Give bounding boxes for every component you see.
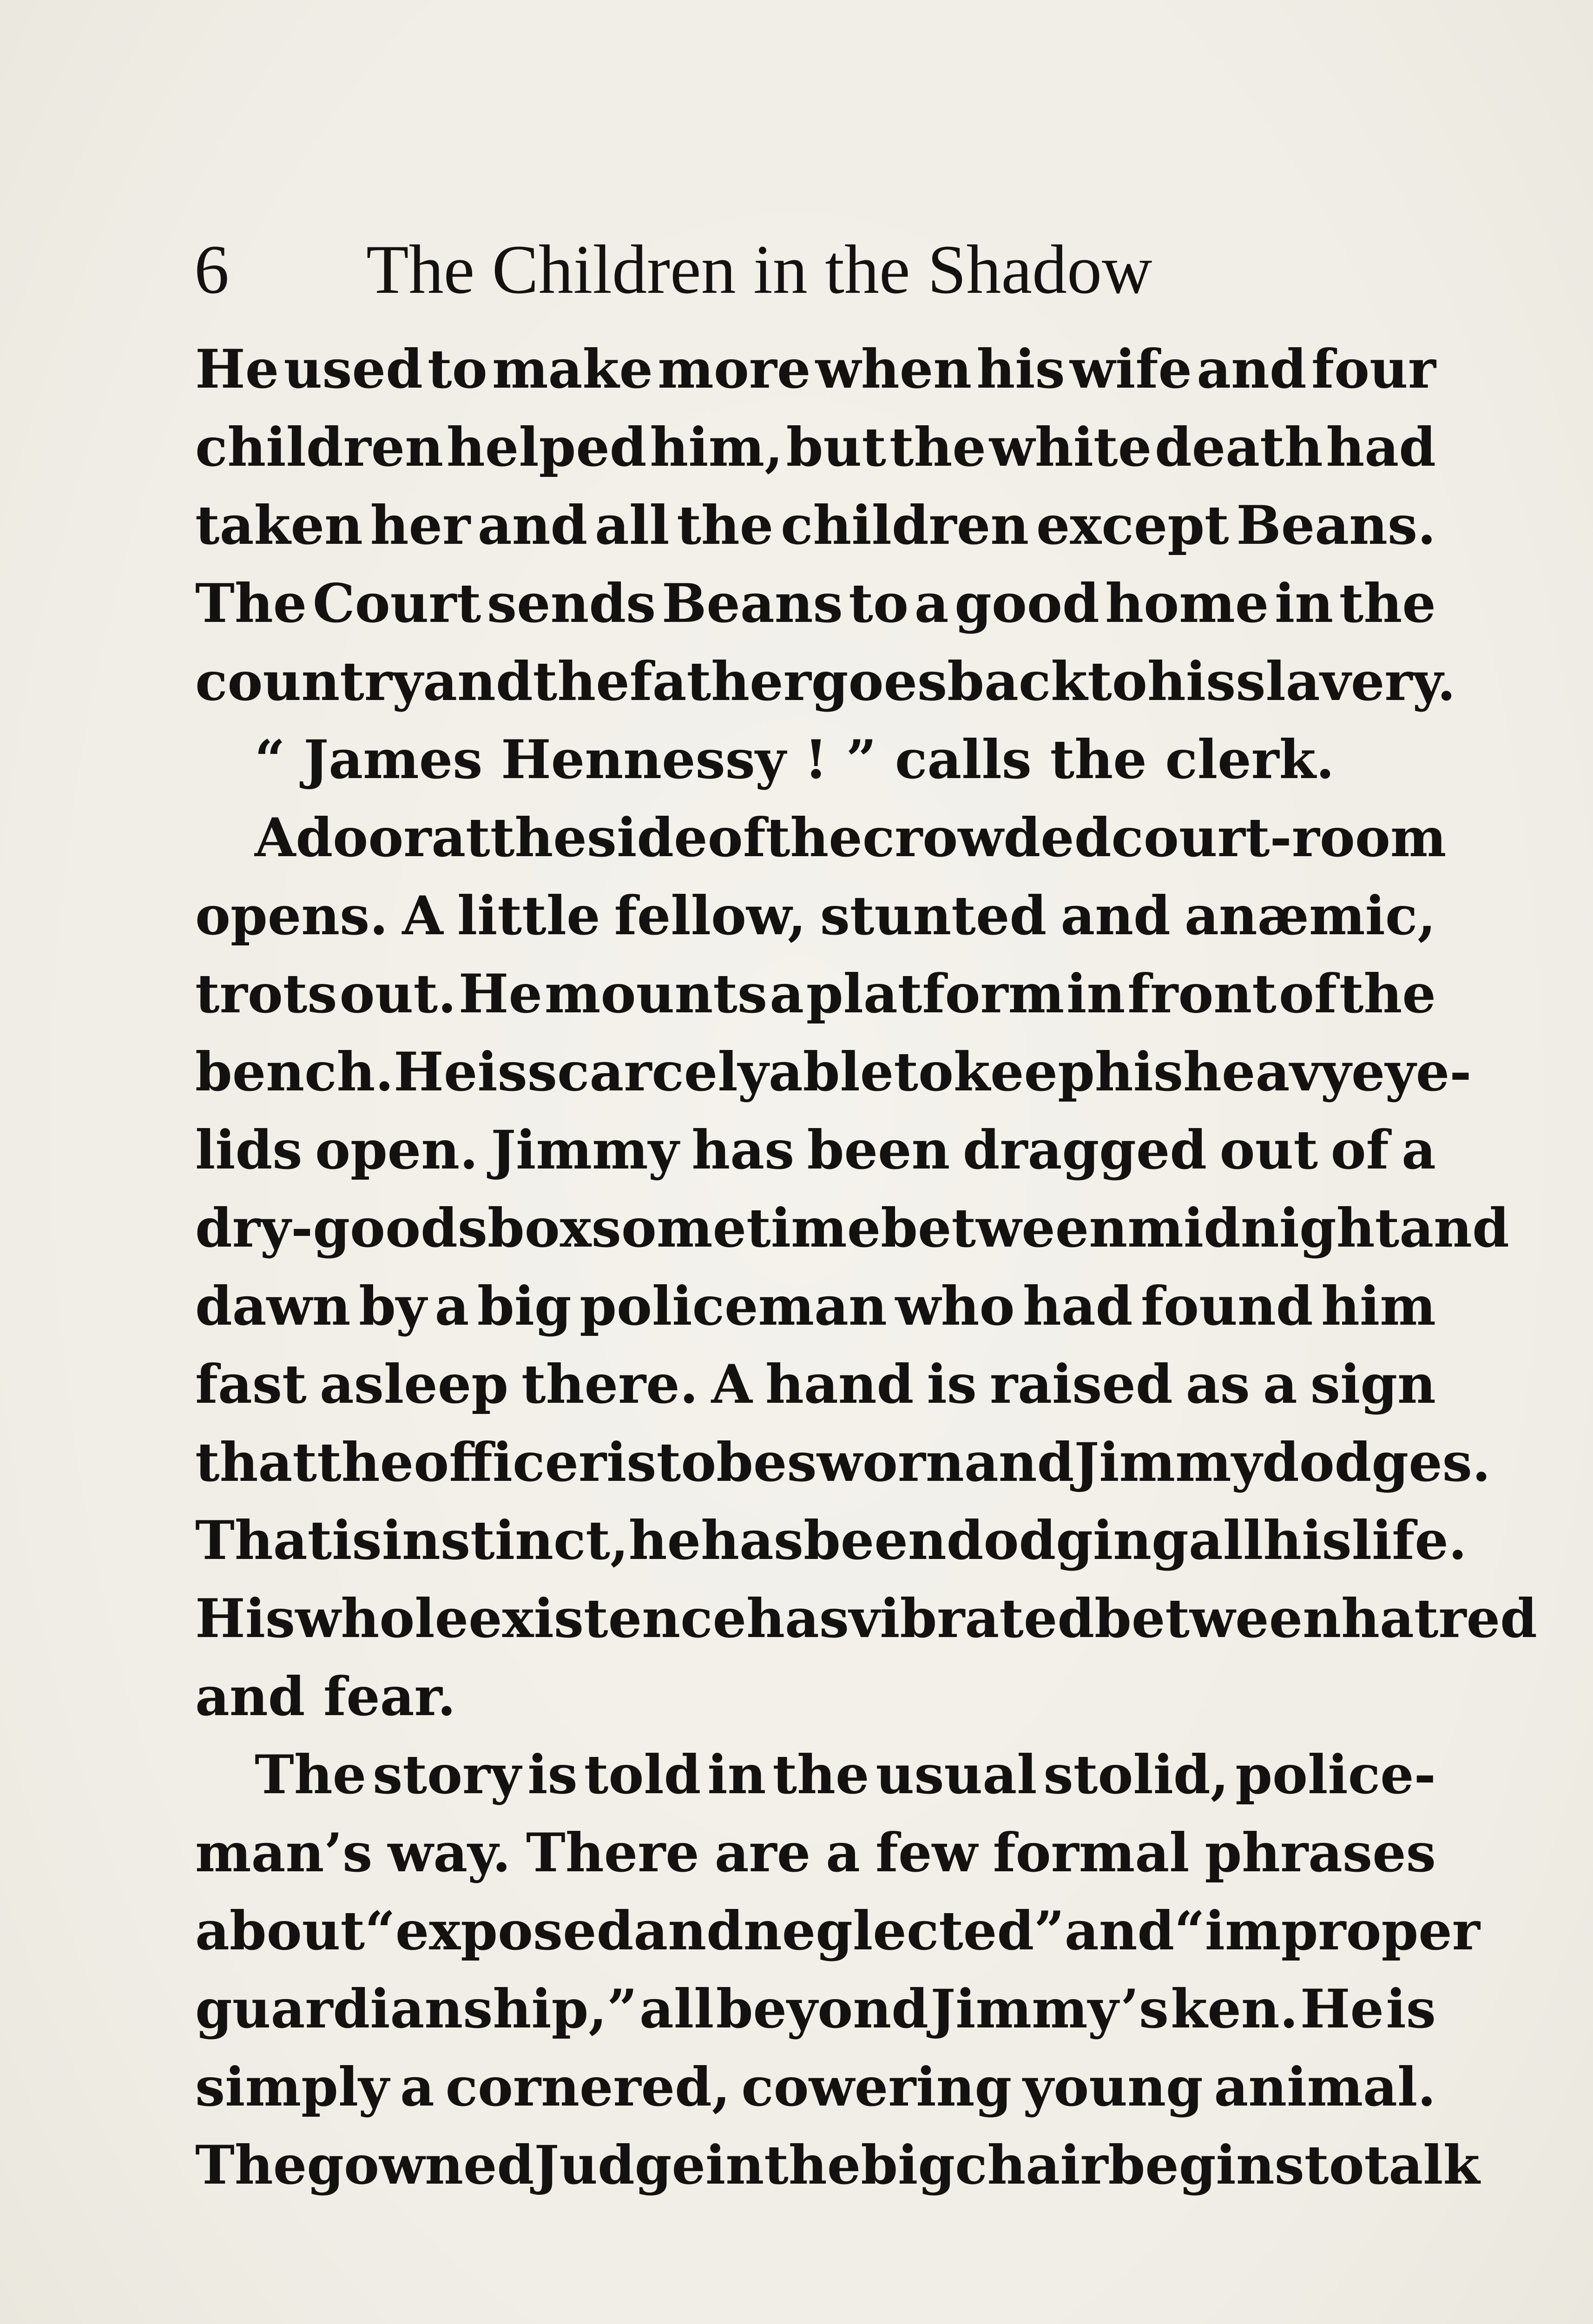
text-line: trots out. He mounts a platform in front of the xyxy=(195,963,1436,1025)
text-line: bench. He is scarcely able to keep his heavy eye- xyxy=(195,1041,1472,1103)
text-line: simply a cornered, cowering young animal. xyxy=(195,2056,1436,2118)
text-line: A door at the side of the crowded court-room xyxy=(255,806,1447,869)
text-line: country and the father goes back to his slavery. xyxy=(195,650,1456,713)
text-line: That is instinct, he has been dodging all his life. xyxy=(195,1509,1467,1571)
text-line: The gowned Judge in the big chair begins to talk xyxy=(195,2134,1480,2196)
text-line: The story is told in the usual stolid, police- xyxy=(255,1743,1436,1806)
text-line: man’s way. There are a few formal phrases xyxy=(195,1822,1436,1884)
text-line: about “ exposed and neglected ” and “ improper xyxy=(195,1900,1480,1962)
text-line: His whole existence has vibrated between hatred xyxy=(195,1587,1537,1650)
text-line: lids open. Jimmy has been dragged out of a xyxy=(195,1119,1436,1181)
body-text xyxy=(195,330,1537,2204)
text-line: dawn by a big policeman who had found him xyxy=(195,1275,1436,1337)
text-line: and fear. xyxy=(195,1665,456,1728)
text-line: guardianship,” all beyond Jimmy’s ken. He is xyxy=(195,1978,1436,2040)
text-line: that the officer is to be sworn and Jimmy dodges. xyxy=(195,1431,1491,1493)
text-line: children helped him, but the white death had xyxy=(195,416,1436,478)
page-number: 6 xyxy=(194,231,229,308)
text-line: taken her and all the children except Beans. xyxy=(195,494,1436,556)
text-line: The Court sends Beans to a good home in the xyxy=(195,572,1436,634)
text-line: dry-goods box sometime between midnight and xyxy=(195,1197,1509,1259)
text-line: “ James Hennessy ! ” calls the clerk. xyxy=(255,728,1335,791)
text-line: He used to make more when his wife and four xyxy=(195,338,1436,400)
text-line: opens. A little fellow, stunted and anæmic, xyxy=(195,885,1436,947)
running-title: The Children in the Shadow xyxy=(366,231,1152,308)
running-head xyxy=(194,223,1449,316)
text-line: fast asleep there. A hand is raised as a sign xyxy=(195,1353,1436,1415)
